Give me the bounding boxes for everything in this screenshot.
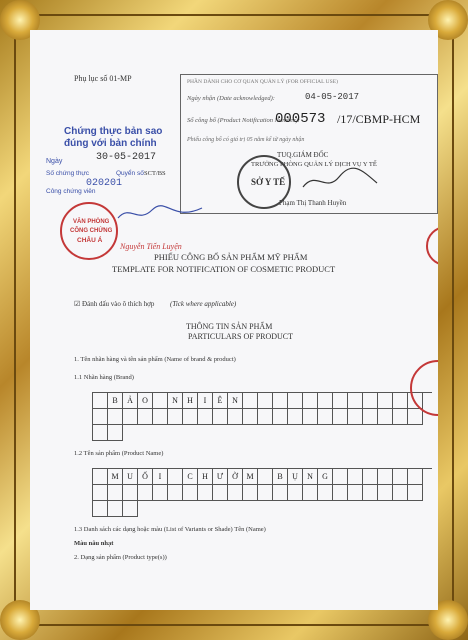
grid-cell — [243, 393, 258, 409]
grid-cell — [138, 485, 153, 501]
grid-cell — [378, 469, 393, 485]
grid-cell: H — [183, 393, 198, 409]
official-use-box — [180, 74, 438, 214]
grid-cell — [183, 485, 198, 501]
grid-cell: U — [123, 469, 138, 485]
shade-note: Màu nâu nhạt — [74, 540, 114, 547]
grid-cell — [303, 393, 318, 409]
grid-cell — [318, 393, 333, 409]
grid-cell — [153, 485, 168, 501]
certified-serial: 020201 — [86, 178, 123, 189]
ack-date-label: Ngày nhận (Date acknowledged): — [187, 95, 275, 102]
signer-title-1: TUQ.GIÁM ĐỐC — [277, 151, 329, 159]
grid-cell — [93, 469, 108, 485]
document-page — [30, 30, 438, 610]
certified-date-label: Ngày — [46, 158, 63, 165]
grid-cell — [393, 393, 408, 409]
grid-cell — [93, 393, 108, 409]
grid-cell — [183, 409, 198, 425]
grid-cell — [153, 393, 168, 409]
grid-cell — [93, 425, 108, 441]
grid-cell — [363, 409, 378, 425]
notary-seal — [60, 202, 118, 260]
grid-cell — [153, 409, 168, 425]
grid-cell — [258, 393, 273, 409]
grid-cell — [378, 393, 393, 409]
grid-cell: B — [108, 393, 123, 409]
grid-cell — [258, 469, 273, 485]
grid-cell — [318, 409, 333, 425]
certified-copy-line-1: Chứng thực bản sao — [64, 126, 163, 137]
grid-cell — [363, 393, 378, 409]
grid-cell — [243, 485, 258, 501]
grid-cell — [348, 485, 363, 501]
item-1-2-heading: 1.2 Tên sản phẩm (Product Name) — [74, 450, 164, 457]
grid-cell — [288, 409, 303, 425]
grid-cell — [168, 485, 183, 501]
grid-cell — [303, 409, 318, 425]
grid-cell — [243, 409, 258, 425]
grid-cell — [123, 409, 138, 425]
grid-cell: B — [273, 469, 288, 485]
grid-cell — [393, 469, 408, 485]
item-1-3-heading: 1.3 Danh sách các dạng hoặc màu (List of Variants or Shade) Tên (Name) — [74, 526, 266, 533]
annex-label: Phụ lục số 01-MP — [74, 74, 132, 83]
grid-cell — [198, 485, 213, 501]
grid-cell: N — [303, 469, 318, 485]
grid-cell: N — [168, 393, 183, 409]
grid-cell — [93, 409, 108, 425]
form-title-en: TEMPLATE FOR NOTIFICATION OF COSMETIC PRODUCT — [112, 264, 336, 274]
health-dept-seal-text: SỞ Y TẾ — [251, 177, 286, 187]
notification-number-suffix: /17/CBMP-HCM — [337, 112, 421, 126]
grid-cell — [108, 425, 123, 441]
grid-cell — [348, 409, 363, 425]
tick-note-en: (Tick where applicable) — [170, 300, 237, 308]
grid-cell — [348, 393, 363, 409]
grid-cell: Ư — [213, 469, 228, 485]
validity-note: Phiếu công bố có giá trị 05 năm kể từ ngày nhận — [187, 137, 305, 143]
grid-cell: N — [228, 393, 243, 409]
grid-cell — [408, 469, 423, 485]
official-signature — [301, 165, 381, 195]
grid-cell — [333, 409, 348, 425]
notification-number: 000573 — [275, 111, 326, 127]
grid-cell — [138, 409, 153, 425]
item-1-1-heading: 1.1 Nhãn hàng (Brand) — [74, 374, 134, 381]
grid-cell: C — [183, 469, 198, 485]
grid-cell — [228, 409, 243, 425]
certified-number-label: Số chứng thực — [46, 170, 90, 177]
grid-cell: G — [318, 469, 333, 485]
grid-cell — [213, 409, 228, 425]
certified-book-label: Quyển số — [116, 170, 144, 177]
notification-number-label: Số công bố (Product Notification Number): — [187, 117, 300, 124]
certified-copy-line-2: đúng với bản chính — [64, 138, 157, 149]
section-title-en: PARTICULARS OF PRODUCT — [188, 332, 294, 341]
grid-cell — [213, 485, 228, 501]
notary-signer-name: Nguyễn Tiến Luyện — [120, 242, 182, 251]
item-1-heading: 1. Tên nhãn hàng và tên sản phẩm (Name of brand & product) — [74, 356, 236, 363]
notary-seal-line-1: VĂN PHÒNG — [73, 219, 110, 225]
grid-cell — [393, 409, 408, 425]
grid-cell — [93, 501, 108, 517]
grid-cell — [288, 485, 303, 501]
grid-cell — [123, 485, 138, 501]
grid-cell — [228, 485, 243, 501]
grid-cell: Ờ — [228, 469, 243, 485]
notary-seal-line-3: CHÂU Á — [77, 237, 103, 244]
grid-cell — [378, 409, 393, 425]
signer-title-2: TRƯỞNG PHÒNG QUẢN LÝ DỊCH VỤ Y TẾ — [251, 161, 377, 168]
grid-cell — [258, 485, 273, 501]
grid-cell — [273, 409, 288, 425]
grid-cell: M — [243, 469, 258, 485]
grid-cell — [408, 485, 423, 501]
grid-cell — [288, 393, 303, 409]
grid-cell — [108, 485, 123, 501]
grid-cell — [333, 393, 348, 409]
section-title-vn: THÔNG TIN SẢN PHẨM — [186, 322, 273, 331]
ack-date-value: 04-05-2017 — [305, 92, 360, 102]
grid-cell: I — [198, 393, 213, 409]
signer-name: Phạm Thị Thanh Huyền — [279, 199, 347, 207]
grid-cell — [273, 393, 288, 409]
grid-cell: I — [153, 469, 168, 485]
grid-cell — [108, 409, 123, 425]
grid-cell: H — [198, 469, 213, 485]
grid-cell — [348, 469, 363, 485]
form-title-vn: PHIẾU CÔNG BỐ SẢN PHẨM MỸ PHẨM — [154, 252, 308, 262]
grid-cell — [393, 485, 408, 501]
grid-cell — [333, 469, 348, 485]
right-edge-seal-top — [426, 226, 438, 266]
grid-cell — [303, 485, 318, 501]
item-2-heading: 2. Dạng sản phẩm (Product type(s)) — [74, 554, 167, 561]
grid-cell — [318, 485, 333, 501]
grid-cell — [198, 409, 213, 425]
grid-cell — [258, 409, 273, 425]
official-use-header: PHẦN DÀNH CHO CƠ QUAN QUẢN LÝ (FOR OFFICIAL USE) — [187, 79, 338, 85]
grid-cell — [93, 485, 108, 501]
grid-cell: Ê — [213, 393, 228, 409]
grid-cell — [363, 485, 378, 501]
brand-name-grid — [92, 392, 432, 441]
grid-cell — [363, 469, 378, 485]
product-name-grid — [92, 468, 432, 517]
grid-cell: Ụ — [288, 469, 303, 485]
grid-cell — [123, 501, 138, 517]
certified-book-value: SCT/BS — [144, 170, 166, 177]
grid-cell: Ố — [138, 469, 153, 485]
grid-cell — [273, 485, 288, 501]
notary-seal-line-2: CÔNG CHỨNG — [70, 228, 113, 234]
grid-cell — [378, 485, 393, 501]
certified-date-value: 30-05-2017 — [96, 152, 157, 163]
tick-note: ☑ Đánh dấu vào ô thích hợp — [74, 300, 155, 308]
notary-signature — [116, 202, 206, 226]
grid-cell — [168, 409, 183, 425]
health-dept-seal — [237, 155, 291, 209]
grid-cell — [408, 409, 423, 425]
grid-cell: O — [138, 393, 153, 409]
notary-officer-label: Công chứng viên — [46, 188, 96, 195]
grid-cell: M — [108, 469, 123, 485]
grid-cell — [333, 485, 348, 501]
grid-cell — [108, 501, 123, 517]
grid-cell — [168, 469, 183, 485]
grid-cell: Ả — [123, 393, 138, 409]
